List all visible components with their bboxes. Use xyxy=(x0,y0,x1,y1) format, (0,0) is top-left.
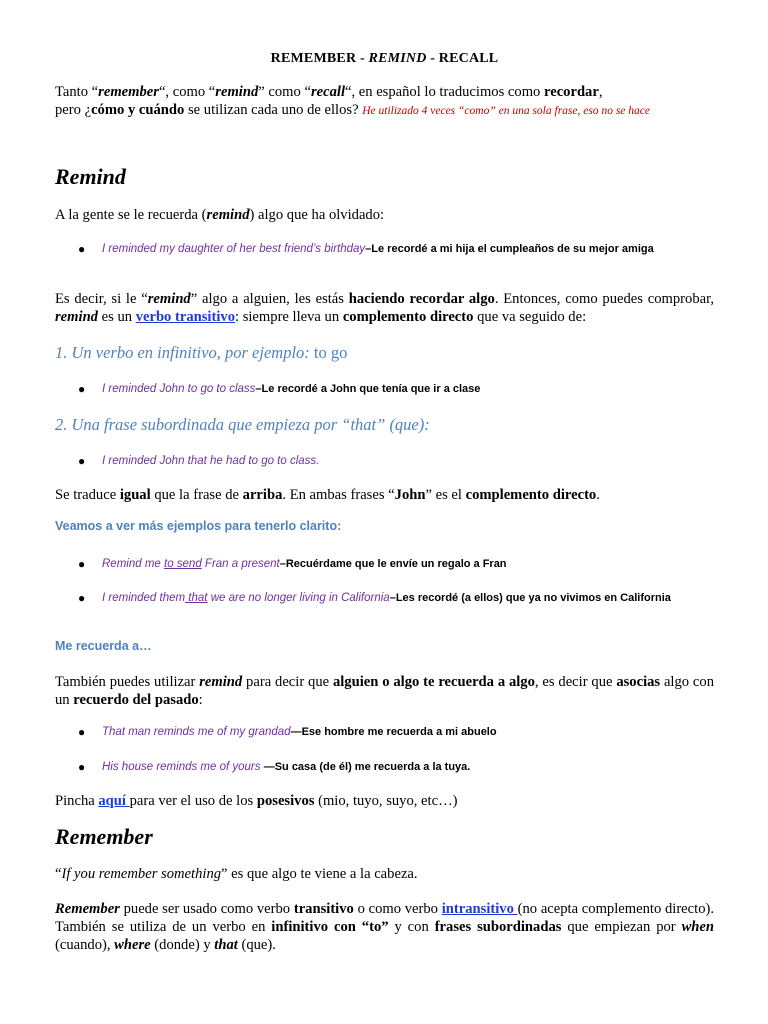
heading-subordinate: 2. Una frase subordinada que empieza por “that” (que): xyxy=(55,415,430,434)
bullet-icon: ● xyxy=(78,725,86,739)
paragraph-remember-usage: Remember puede ser usado como verbo transitivo o como verbo intransitivo (no acepta complemento directo). También se utiliza de un verbo en infinitivo con “to” y con frases subordinadas que empiezan por when (cuando), where (donde) y that (que). xyxy=(55,901,715,953)
intro-note: He utilizado 4 veces “como” en una sola frase, eso no se hace xyxy=(362,105,650,117)
bullet-icon: ● xyxy=(78,454,86,468)
list-item: ● I reminded John to go to class–Le recordé a John que tenía que ir a clase xyxy=(78,382,481,396)
intransitivo-link[interactable]: intransitivo xyxy=(441,901,518,917)
heading-me-recuerda: Me recuerda a… xyxy=(55,639,152,653)
heading-remember: Remember xyxy=(55,824,153,849)
heading-more-examples: Veamos a ver más ejemplos para tenerlo clarito: xyxy=(55,519,342,533)
list-item: ● I reminded them that we are no longer living in California–Les recordé (a ellos) que ya no vivimos en California xyxy=(78,591,671,605)
paragraph-association: También puedes utilizar remind para decir que alguien o algo te recuerda a algo, es decir que asocias algo con un recuerdo del pasado: xyxy=(55,674,714,708)
title-recall: - RECALL xyxy=(426,51,499,66)
verbo-transitivo-link[interactable]: verbo transitivo xyxy=(135,309,235,325)
list-item: ● His house reminds me of yours —Su casa (de él) me recuerda a la tuya. xyxy=(78,760,471,774)
bullet-icon: ● xyxy=(78,760,86,774)
intro-paragraph: Tanto “remember“, como “remind” como “recall“, en español lo traducimos como recordar, pero ¿cómo y cuándo se utilizan cada uno de ellos? He utilizado 4 veces “como” en una sola frase, eso no se hace xyxy=(55,84,650,118)
list-item: ● I reminded John that he had to go to class. xyxy=(78,454,320,468)
remind-intro: A la gente se le recuerda (remind) algo que ha olvidado: xyxy=(55,207,385,223)
bullet-icon: ● xyxy=(78,557,86,571)
title-remind: REMIND xyxy=(368,51,427,66)
paragraph-possessives: Pincha aquí para ver el uso de los posesivos (mio, tuyo, suyo, etc…) xyxy=(55,793,458,809)
heading-infinitive: 1. Un verbo en infinitivo, por ejemplo: to go xyxy=(55,343,348,362)
list-item: ● Remind me to send Fran a present–Recuérdame que le envíe un regalo a Fran xyxy=(78,557,507,571)
list-item: ● I reminded my daughter of her best friend’s birthday–Le recordé a mi hija el cumpleaños de su mejor amiga xyxy=(78,242,654,256)
heading-remind: Remind xyxy=(55,164,126,189)
bullet-icon: ● xyxy=(78,591,86,605)
paragraph-translation: Se traduce igual que la frase de arriba. En ambas frases “John” es el complemento directo. xyxy=(55,487,600,503)
list-item: ● That man reminds me of my grandad—Ese hombre me recuerda a mi abuelo xyxy=(78,725,497,739)
document-title xyxy=(55,51,714,67)
paragraph-transitive: Es decir, si le “remind” algo a alguien, les estás haciendo recordar algo. Entonces, como puedes comprobar, remind es un verbo transitivo: siempre lleva un complemento directo que va seguido de: xyxy=(55,291,715,325)
bullet-icon: ● xyxy=(78,242,86,256)
aqui-link[interactable]: aquí xyxy=(98,793,130,809)
paragraph-remember-definition: “If you remember something” es que algo te viene a la cabeza. xyxy=(55,866,418,882)
bullet-icon: ● xyxy=(78,382,86,396)
title-remember: REMEMBER - xyxy=(270,51,369,66)
